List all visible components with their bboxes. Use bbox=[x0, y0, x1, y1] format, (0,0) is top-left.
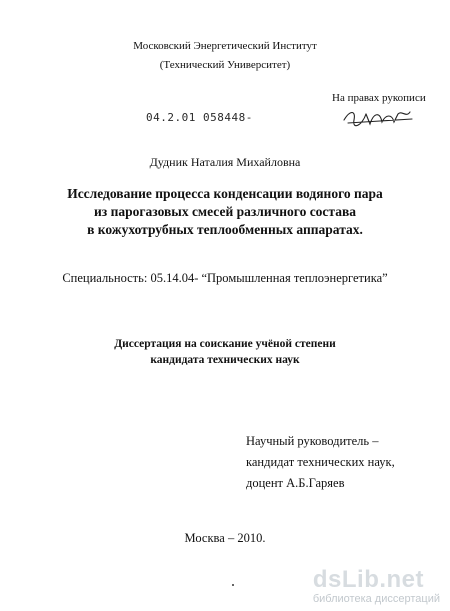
thesis-title-line-1: Исследование процесса конденсации водяного пара bbox=[67, 186, 383, 201]
author-name: Дудник Наталия Михайловна bbox=[149, 155, 301, 169]
watermark-subtitle: библиотека диссертаций bbox=[312, 593, 440, 605]
handwritten-signature bbox=[340, 104, 420, 130]
university-subtitle: (Технический Университет) bbox=[159, 59, 291, 71]
city-year: Москва – 2010. bbox=[184, 531, 266, 545]
registration-stamp: 04.2.01 058448- bbox=[146, 111, 253, 124]
watermark-logo: dsLib.net bbox=[312, 566, 425, 593]
site-watermark bbox=[313, 568, 440, 605]
institute-name: Московский Энергетический Институт bbox=[133, 40, 317, 52]
specialty-line: Специальность: 05.14.04- “Промышленная теплоэнергетика” bbox=[62, 271, 388, 285]
scan-speck bbox=[232, 584, 234, 586]
supervisor-line-1: Научный руководитель – bbox=[246, 434, 379, 448]
degree-line-1: Диссертация на соискание учёной степени bbox=[114, 338, 336, 350]
supervisor-line-3: доцент А.Б.Гаряев bbox=[246, 476, 345, 490]
manuscript-rights-label: На правах рукописи bbox=[332, 92, 426, 104]
supervisor-line-2: кандидат технических наук, bbox=[246, 455, 395, 469]
degree-line-2: кандидата технических наук bbox=[150, 354, 300, 366]
supervisor-block bbox=[246, 431, 395, 494]
thesis-title-line-2: из парогазовых смесей различного состава bbox=[93, 204, 357, 219]
thesis-title-line-3: в кожухотрубных теплообменных аппаратах. bbox=[87, 222, 363, 237]
